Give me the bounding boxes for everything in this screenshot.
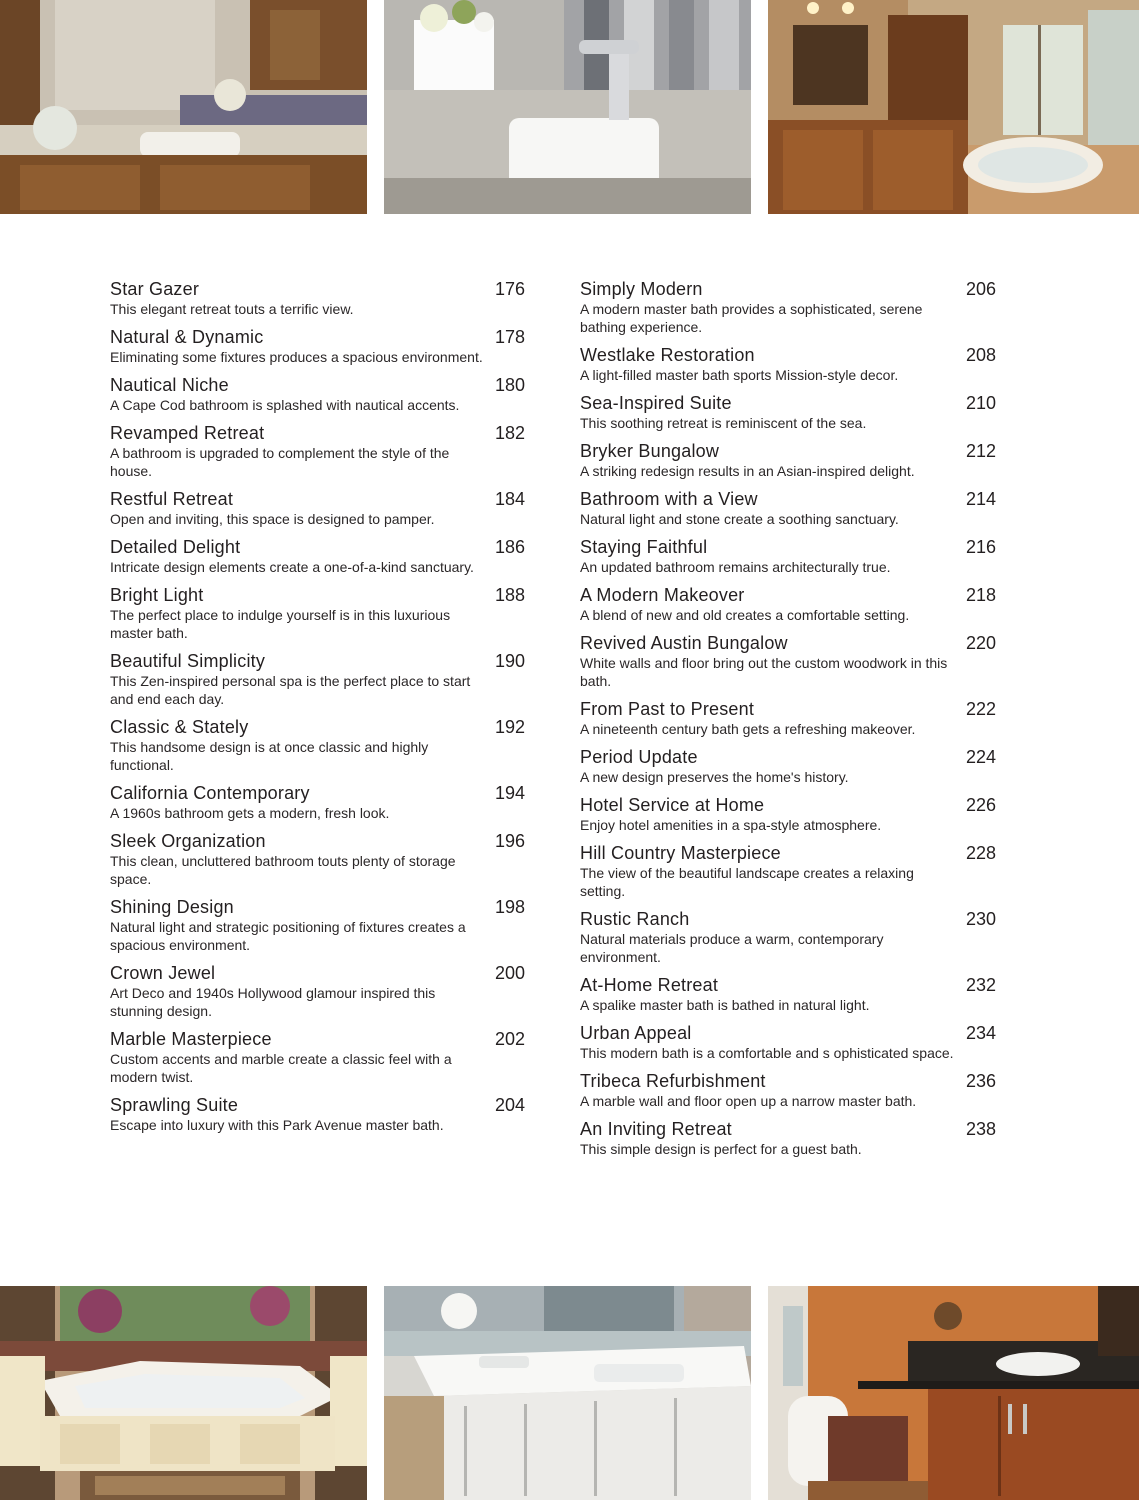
toc-entry-title: Nautical Niche: [110, 375, 229, 395]
toc-entry-description: The view of the beautiful landscape creates a relaxing setting.: [580, 865, 914, 899]
toc-entry-header: [580, 344, 996, 366]
toc-entry: [110, 488, 525, 528]
toc-entry: [580, 440, 996, 480]
toc-entry: [580, 584, 996, 624]
toc-entry-description: Enjoy hotel amenities in a spa-style atmosphere.: [580, 817, 882, 833]
toc-entry-page-number: 186: [494, 537, 525, 557]
photo-double-vanity: [384, 1286, 751, 1500]
toc-entry-description: Natural light and strategic positioning of fixtures creates a spacious environment.: [110, 919, 466, 953]
toc-entry-title: Natural & Dynamic: [110, 327, 264, 347]
toc-entry: [110, 782, 525, 822]
toc-entry-header: [580, 488, 996, 510]
toc-entry-header: [580, 974, 996, 996]
toc-entry-page-number: 230: [965, 909, 996, 929]
toc-entry: [110, 278, 525, 318]
toc-entry-page-number: 196: [494, 831, 525, 851]
toc-entry-title: Crown Jewel: [110, 963, 216, 983]
toc-entry-header: [110, 536, 525, 558]
toc-entry-page-number: 226: [965, 795, 996, 815]
toc-entry: [580, 1118, 996, 1158]
toc-entry-header: [110, 278, 525, 300]
toc-entry-description: A modern master bath provides a sophisticated, serene bathing experience.: [580, 301, 923, 335]
toc-entry-page-number: 220: [965, 633, 996, 653]
toc-entry: [110, 716, 525, 774]
toc-entry-header: [110, 422, 525, 444]
toc-entry: [110, 962, 525, 1020]
toc-entry: [580, 794, 996, 834]
toc-entry-page-number: 208: [965, 345, 996, 365]
toc-entry-page-number: 236: [965, 1071, 996, 1091]
toc-entry-header: [580, 536, 996, 558]
toc-entry-page-number: 234: [965, 1023, 996, 1043]
toc-entry-page-number: 218: [965, 585, 996, 605]
toc-entry-title: Staying Faithful: [580, 537, 708, 557]
toc-entry-description: This simple design is perfect for a guest bath.: [580, 1141, 862, 1157]
toc-entry-page-number: 228: [965, 843, 996, 863]
photo-wood-vanity: [0, 0, 367, 214]
toc-entry-header: [110, 782, 525, 804]
toc-entry: [580, 1070, 996, 1110]
toc-entry-page-number: 184: [494, 489, 525, 509]
toc-right-column: [580, 278, 996, 1166]
toc-entry-page-number: 232: [965, 975, 996, 995]
toc-entry-page-number: 200: [494, 963, 525, 983]
toc-entry-description: A light-filled master bath sports Mission-style decor.: [580, 367, 899, 383]
toc-entry-page-number: 212: [965, 441, 996, 461]
toc-entry-description: Art Deco and 1940s Hollywood glamour inspired this stunning design.: [110, 985, 436, 1019]
toc-entry-description: Open and inviting, this space is designed to pamper.: [110, 511, 435, 527]
toc-entry-title: An Inviting Retreat: [580, 1119, 732, 1139]
toc-entry-header: [580, 908, 996, 930]
toc-entry: [580, 908, 996, 966]
toc-entry-header: [110, 716, 525, 738]
toc-entry: [110, 650, 525, 708]
toc-entry: [580, 632, 996, 690]
toc-entry: [110, 1028, 525, 1086]
toc-entry-header: [110, 374, 525, 396]
toc-entry-title: Rustic Ranch: [580, 909, 690, 929]
toc-entry-description: Custom accents and marble create a classic feel with a modern twist.: [110, 1051, 452, 1085]
toc-entry-description: This handsome design is at once classic and highly functional.: [110, 739, 429, 773]
toc-entry-header: [580, 392, 996, 414]
toc-entry-page-number: 238: [965, 1119, 996, 1139]
toc-entry-description: A Cape Cod bathroom is splashed with nautical accents.: [110, 397, 460, 413]
photo-granite-sink: [384, 0, 751, 214]
toc-entry-title: Sea-Inspired Suite: [580, 393, 732, 413]
toc-entry-title: Tribeca Refurbishment: [580, 1071, 766, 1091]
toc-entry-header: [110, 1094, 525, 1116]
toc-entry-description: Escape into luxury with this Park Avenue master bath.: [110, 1117, 444, 1133]
toc-left-column: [110, 278, 525, 1142]
toc-entry-title: Restful Retreat: [110, 489, 234, 509]
toc-entry-description: An updated bathroom remains architecturally true.: [580, 559, 891, 575]
toc-entry-description: Natural light and stone create a soothing sanctuary.: [580, 511, 899, 527]
toc-entry-page-number: 176: [494, 279, 525, 299]
toc-entry: [580, 746, 996, 786]
toc-entry-title: Revived Austin Bungalow: [580, 633, 788, 653]
toc-entry-page-number: 180: [494, 375, 525, 395]
toc-entry: [580, 488, 996, 528]
toc-entry-header: [110, 488, 525, 510]
toc-entry: [580, 974, 996, 1014]
toc-entry-header: [580, 632, 996, 654]
toc-entry-title: From Past to Present: [580, 699, 755, 719]
toc-entry-header: [580, 746, 996, 768]
toc-entry-title: Bryker Bungalow: [580, 441, 720, 461]
toc-entry: [110, 584, 525, 642]
toc-entry-title: Detailed Delight: [110, 537, 241, 557]
toc-entry-header: [580, 794, 996, 816]
toc-entry-page-number: 190: [494, 651, 525, 671]
toc-entry-description: A nineteenth century bath gets a refreshing makeover.: [580, 721, 916, 737]
toc-entry-description: A marble wall and floor open up a narrow master bath.: [580, 1093, 917, 1109]
toc-entry-header: [110, 1028, 525, 1050]
toc-entry-description: This elegant retreat touts a terrific view.: [110, 301, 354, 317]
toc-entry-header: [580, 1070, 996, 1092]
toc-entry-page-number: 182: [494, 423, 525, 443]
toc-entry-page-number: 216: [965, 537, 996, 557]
toc-entry-description: Eliminating some fixtures produces a spacious environment.: [110, 349, 483, 365]
toc-entry: [110, 326, 525, 366]
toc-entry: [580, 344, 996, 384]
toc-entry-title: Simply Modern: [580, 279, 703, 299]
toc-entry-title: California Contemporary: [110, 783, 310, 803]
toc-entry: [580, 392, 996, 432]
toc-entry-title: Sprawling Suite: [110, 1095, 239, 1115]
toc-entry-description: Intricate design elements create a one-of-a-kind sanctuary.: [110, 559, 474, 575]
toc-entry: [110, 896, 525, 954]
toc-entry-header: [110, 962, 525, 984]
toc-entry-header: [580, 584, 996, 606]
toc-entry-page-number: 210: [965, 393, 996, 413]
toc-entry-description: A 1960s bathroom gets a modern, fresh look.: [110, 805, 390, 821]
photo-master-bath-tub: [768, 0, 1139, 214]
toc-entry-header: [580, 698, 996, 720]
toc-entry-page-number: 214: [965, 489, 996, 509]
toc-entry: [110, 830, 525, 888]
toc-entry-page-number: 202: [494, 1029, 525, 1049]
toc-entry-page-number: 224: [965, 747, 996, 767]
toc-entry: [110, 374, 525, 414]
toc-entry-header: [110, 326, 525, 348]
toc-entry-header: [580, 842, 996, 864]
toc-entry-description: This Zen-inspired personal spa is the perfect place to start and end each day.: [110, 673, 471, 707]
toc-entry-title: Bright Light: [110, 585, 204, 605]
toc-entry: [110, 536, 525, 576]
toc-entry-description: This clean, uncluttered bathroom touts plenty of storage space.: [110, 853, 456, 887]
toc-entry-page-number: 188: [494, 585, 525, 605]
toc-entry-header: [580, 1022, 996, 1044]
toc-entry-title: Marble Masterpiece: [110, 1029, 272, 1049]
toc-entry: [110, 1094, 525, 1134]
toc-entry: [580, 842, 996, 900]
toc-entry: [580, 536, 996, 576]
toc-entry-description: The perfect place to indulge yourself is in this luxurious master bath.: [110, 607, 451, 641]
toc-entry-header: [580, 1118, 996, 1140]
toc-entry: [580, 1022, 996, 1062]
toc-entry: [580, 698, 996, 738]
photo-granite-vanity: [768, 1286, 1139, 1500]
toc-entry-page-number: 178: [494, 327, 525, 347]
toc-entry-title: Period Update: [580, 747, 698, 767]
toc-entry-description: A bathroom is upgraded to complement the style of the house.: [110, 445, 450, 479]
toc-entry-description: White walls and floor bring out the custom woodwork in this bath.: [580, 655, 948, 689]
toc-entry-title: Hotel Service at Home: [580, 795, 765, 815]
toc-entry-header: [580, 440, 996, 462]
toc-entry-header: [110, 584, 525, 606]
toc-entry-description: This soothing retreat is reminiscent of the sea.: [580, 415, 867, 431]
toc-entry-description: Natural materials produce a warm, contemporary environment.: [580, 931, 884, 965]
toc-entry-description: A new design preserves the home's history.: [580, 769, 849, 785]
toc-entry-page-number: 198: [494, 897, 525, 917]
toc-entry-description: A blend of new and old creates a comfortable setting.: [580, 607, 910, 623]
toc-entry-page-number: 192: [494, 717, 525, 737]
toc-entry-header: [110, 830, 525, 852]
toc-entry-description: A striking redesign results in an Asian-inspired delight.: [580, 463, 915, 479]
toc-entry-title: Classic & Stately: [110, 717, 249, 737]
toc-entry-title: Star Gazer: [110, 279, 200, 299]
photo-corner-tub: [0, 1286, 367, 1500]
toc-entry-title: A Modern Makeover: [580, 585, 745, 605]
toc-entry-title: Westlake Restoration: [580, 345, 755, 365]
toc-entry-title: Revamped Retreat: [110, 423, 265, 443]
toc-entry-page-number: 206: [965, 279, 996, 299]
toc-entry-title: Bathroom with a View: [580, 489, 758, 509]
toc-entry-description: This modern bath is a comfortable and s ophisticated space.: [580, 1045, 954, 1061]
toc-entry-header: [110, 650, 525, 672]
toc-entry: [110, 422, 525, 480]
toc-entry-title: Beautiful Simplicity: [110, 651, 266, 671]
toc-entry-page-number: 204: [494, 1095, 525, 1115]
toc-entry: [580, 278, 996, 336]
toc-entry-header: [580, 278, 996, 300]
toc-entry-description: A spalike master bath is bathed in natural light.: [580, 997, 870, 1013]
toc-entry-title: Urban Appeal: [580, 1023, 692, 1043]
toc-entry-page-number: 222: [965, 699, 996, 719]
toc-entry-header: [110, 896, 525, 918]
toc-entry-title: At-Home Retreat: [580, 975, 719, 995]
toc-entry-title: Sleek Organization: [110, 831, 266, 851]
toc-entry-title: Shining Design: [110, 897, 234, 917]
toc-entry-page-number: 194: [494, 783, 525, 803]
toc-entry-title: Hill Country Masterpiece: [580, 843, 781, 863]
